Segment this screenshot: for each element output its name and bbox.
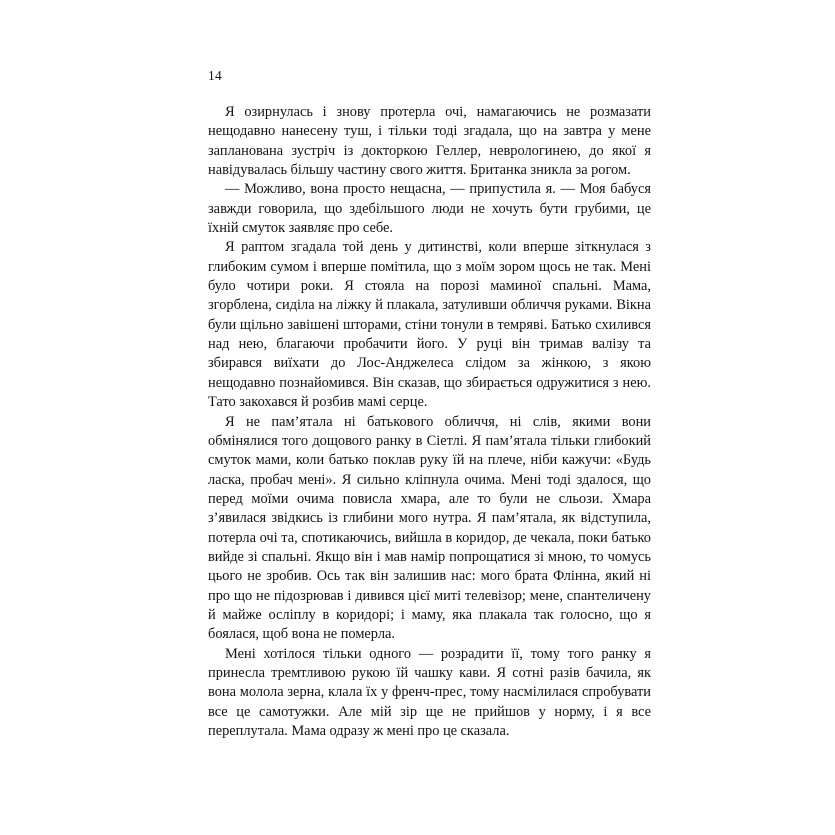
paragraph: Мені хотілося тільки одного — розрадити її, тому того ранку я принесла тремтливою рукою їй чашку кави. Я сотні разів бачила, як вона молола зерна, клала їх у френч-прес, тому насмілилася спробувати все це самотужки. Але мій зір ще не прийшов у норму, і я все переплутала. Мама одразу ж мені про це сказала. — [208, 645, 651, 739]
paragraph: Я раптом згадала той день у дитинстві, коли вперше зіткнулася з глибоким сумом і вперше помітила, що з моїм зором щось не так. Мені було чотири роки. Я стояла на порозі маминої спальні. Мама, згорблена, сиділа на ліжку й плакала, затуливши обличчя руками. Вікна були щільно завішені шторами, стіни тонули в темряві. Батько схилився над нею, благаючи пробачити його. У руці він тримав валізу та збирався виїхати до Лос-Анджелеса слідом за жінкою, з якою нещодавно познайомився. Він сказав, що збирається одружитися з нею. Тато закохався й розбив мамі серце. — [208, 239, 651, 411]
page-number: 14 — [208, 68, 222, 83]
paragraph: Я озирнулась і знову протерла очі, намагаючись не розмазати нещодавно нанесену туш, і тільки тоді згадала, що на завтра у мене запланована зустріч із докторкою Геллер, неврологинею, до якої я навідувалась більшу частину свого життя. Британка зникла за рогом. — [208, 104, 651, 179]
paragraph: Я не пам’ятала ні батькового обличчя, ні слів, якими вони обмінялися того дощового ранку в Сіетлі. Я пам’ятала тільки глибокий смуток мами, коли батько поклав руку їй на плече, ніби кажучи: «Будь ласка, пробач мені». Я сильно кліпнула очима. Мені тоді здалося, що перед моїми очима повисла хмара, але то були не сльози. Хмара з’явилася звідкись із глибини мого нутра. Я пам’ятала, як відступила, потерла очі та, спотикаючись, вийшла в коридор, де чекала, поки батько вийде зі спальні. Якщо він і мав намір попрощатися зі мною, то чомусь цього не зробив. Ось так він залишив нас: мого брата Флінна, який ні про що не підозрював і дивився цієї миті телевізор; мене, спантеличену й майже осліплу в коридорі; і маму, яка плакала так голосно, що я боялася, щоб вона не померла. — [208, 413, 651, 643]
body-text-block — [208, 103, 651, 741]
paragraph: — Можливо, вона просто нещасна, — припустила я. — Моя бабуся завжди говорила, що здебільшого люди не хочуть бути грубими, це їхній смуток заявляє про себе. — [208, 181, 651, 237]
